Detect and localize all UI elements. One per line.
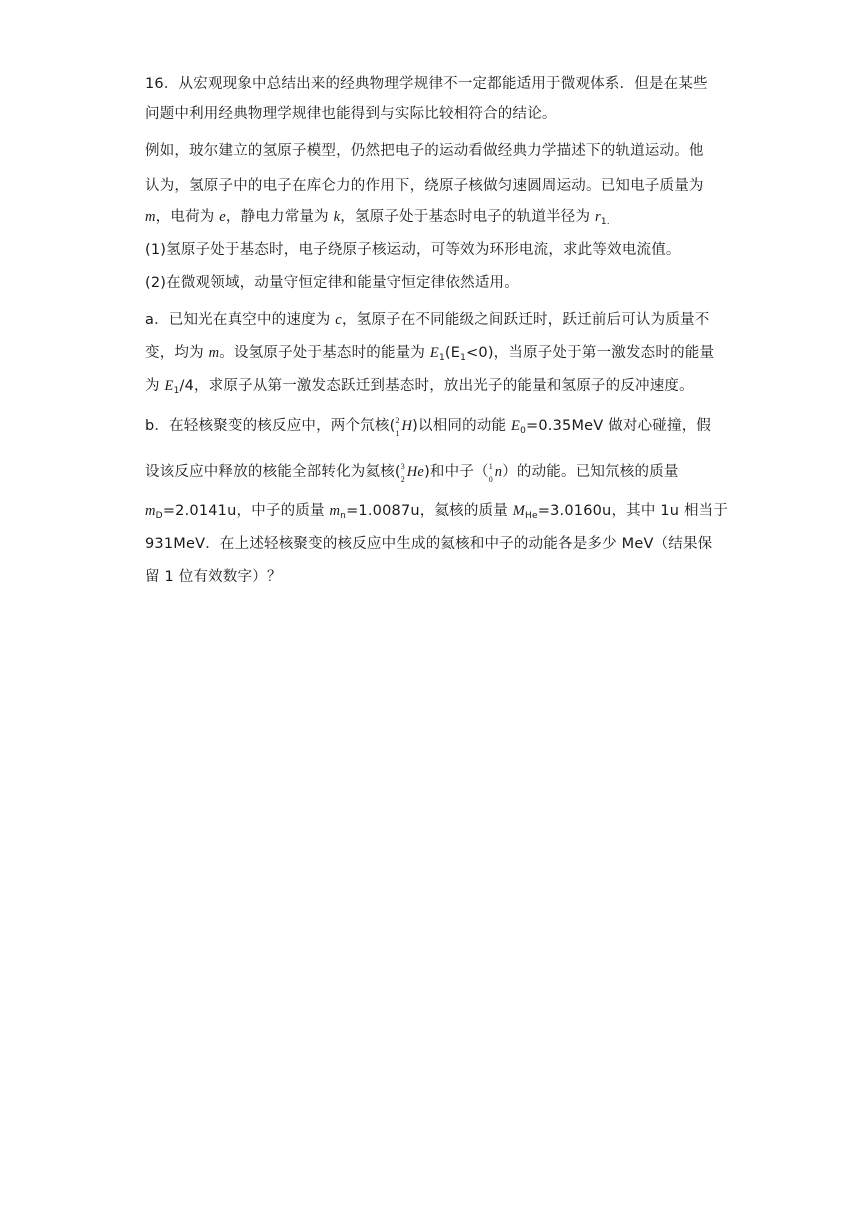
context-line-2: 认为，氢原子中的电子在库仑力的作用下，绕原子核做匀速圆周运动。已知电子质量为 bbox=[145, 178, 704, 194]
question-16-line-2: 问题中利用经典物理学规律也能得到与实际比较相符合的结论。 bbox=[145, 106, 557, 122]
part-2a-line-2: 变，均为 m。设氢原子处于基态时的能量为 $E_1(E_1<0)$，当原子处于第一激发态时的能量 bbox=[145, 345, 715, 363]
context-line-3: m，电荷为 e，静电力常量为 k，氢原子处于基态时电子的轨道半径为 $r_{1.}$ bbox=[145, 209, 610, 227]
part-2b-line-3: $m_D=2.0141u$，中子的质量 $m_n=1.0087u$，氦核的质量 $M_{He}=3.0160u$，其中 1u 相当于 bbox=[145, 503, 729, 521]
part-2b-line-2: 设该反应中释放的核能全部转化为氦核( 3 2 He)和中子（ 1 0 n）的动能。已知氘核的质量 bbox=[145, 462, 679, 484]
part-2b-line-5: 留 1 位有效数字）？ bbox=[145, 569, 282, 585]
part-2b-line-1: b．在轻核聚变的核反应中，两个氘核( 2 1 H)以相同的动能 $E_0=0.35MeV$ 做对心碰撞，假 bbox=[145, 416, 712, 438]
neutron-symbol: 1 0 n bbox=[488, 462, 503, 484]
question-16-line-1: 16．从宏观现象中总结出来的经典物理学规律不一定都能适用于微观体系．但是在某些 bbox=[145, 76, 708, 92]
deuteron-symbol: 2 1 H bbox=[395, 416, 413, 438]
var-k: k bbox=[333, 209, 341, 225]
var-r1: r bbox=[595, 209, 601, 225]
helium-symbol: 3 2 He bbox=[400, 462, 425, 484]
part-2a-line-3: 为 $E_1/4$，求原子从第一激发态跃迁到基态时，放出光子的能量和氢原子的反冲速度。 bbox=[145, 378, 694, 396]
part-2b-line-4: 931MeV．在上述轻核聚变的核反应中生成的氦核和中子的动能各是多少 MeV（结果保 bbox=[145, 536, 713, 552]
part-2a-line-1: a．已知光在真空中的速度为 c，氢原子在不同能级之间跃迁时，跃迁前后可认为质量不 bbox=[145, 312, 710, 328]
var-e: e bbox=[219, 209, 226, 225]
var-m: m bbox=[145, 209, 156, 225]
context-line-1: 例如，玻尔建立的氢原子模型，仍然把电子的运动看做经典力学描述下的轨道运动。他 bbox=[145, 143, 704, 159]
part-2-line: (2)在微观领域，动量守恒定律和能量守恒定律依然适用。 bbox=[145, 275, 519, 291]
part-1-line: (1)氢原子处于基态时，电子绕原子核运动，可等效为环形电流，求此等效电流值。 bbox=[145, 242, 681, 258]
